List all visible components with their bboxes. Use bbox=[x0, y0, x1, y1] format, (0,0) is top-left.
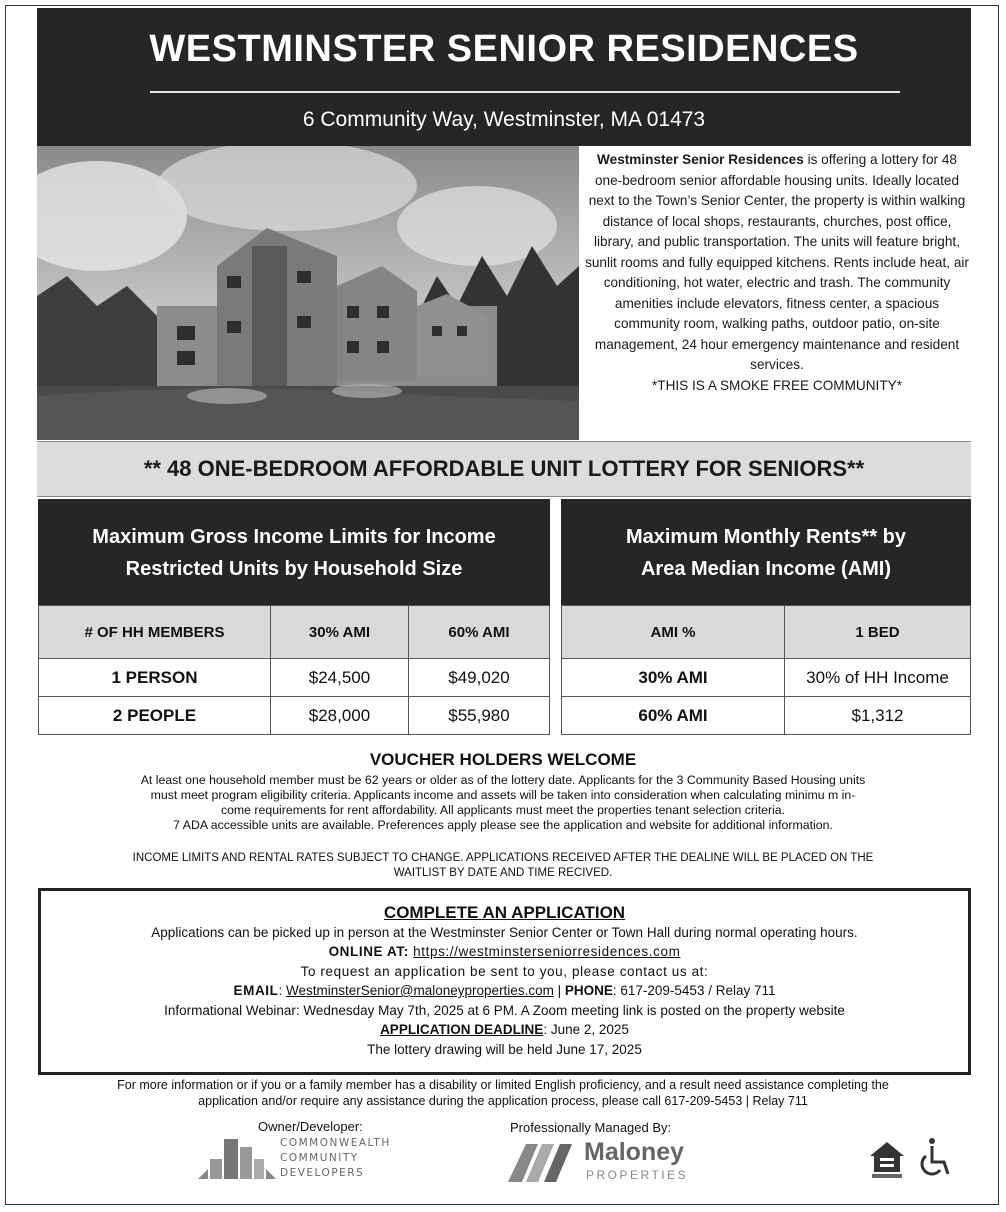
rent-title-line1: Maximum Monthly Rents** by bbox=[625, 526, 907, 548]
table-header-row bbox=[39, 606, 550, 659]
table-cell: 30% AMI bbox=[562, 659, 785, 697]
income-title-line2: Restricted Units by Household Size bbox=[125, 558, 463, 580]
email-label: EMAIL bbox=[233, 983, 279, 998]
phone-number: 617-209-5453 / Relay 711 bbox=[620, 983, 776, 998]
monthly-rents-table bbox=[561, 605, 971, 735]
commonwealth-community-developers-logo bbox=[196, 1135, 396, 1185]
table-cell: $24,500 bbox=[271, 659, 409, 697]
description-lead: Westminster Senior Residences bbox=[597, 152, 804, 167]
income-table-title bbox=[38, 499, 550, 605]
table-header-cell: 1 BED bbox=[785, 606, 971, 659]
description-body: is offering a lottery for 48 one-bedroom senior affordable housing units. Ideally located next to the Town’s Senior Center, the property is within walking distance of local shops, restaurants, churches, post office, library, and public transportation. The units will feature bright, sunlit rooms and fully equipped kitchens. Rents include heat, air conditioning, hot water, electric and trash. The community amenities include elevators, fitness center, a spacious community room, walking paths, outdoor patio, on-site management, 24 hour emergency maintenance and resident services. bbox=[585, 152, 969, 372]
smoke-free-note: *THIS IS A SMOKE FREE COMMUNITY* bbox=[651, 377, 902, 393]
rent-table-title bbox=[561, 499, 971, 605]
maloney-properties-logo bbox=[508, 1138, 718, 1186]
eligibility-line: At least one household member must be 62 years or older as of the lottery date. Applicants for the 3 Community Based Housing units bbox=[140, 773, 866, 787]
online-label: ONLINE AT: bbox=[328, 944, 409, 959]
equal-housing-icon bbox=[870, 1142, 904, 1178]
pickup-text: Applications can be picked up in person at the Westminster Senior Center or Town Hall during normal operating hours. bbox=[151, 924, 858, 940]
header-banner bbox=[37, 8, 971, 146]
income-limits-table bbox=[38, 605, 550, 735]
notice-line: INCOME LIMITS AND RENTAL RATES SUBJECT TO CHANGE. APPLICATIONS RECEIVED AFTER THE DEALINE WILL BE PLACED ON THE bbox=[132, 852, 874, 864]
owner-name-line: DEVELOPERS bbox=[280, 1167, 365, 1179]
more-info-line: application and/or require any assistance during the application process, please call 617-209-5453 | Relay 711 bbox=[198, 1093, 808, 1108]
accessibility-logos bbox=[868, 1136, 958, 1182]
owner-label: Owner/Developer: bbox=[258, 1119, 363, 1134]
eligibility-line: come requirements for rent affordability. All applicants must meet the properties tenant selection criteria. bbox=[220, 803, 786, 817]
table-row bbox=[562, 659, 971, 697]
deadline-label: APPLICATION DEADLINE bbox=[380, 1022, 544, 1037]
property-address: 6 Community Way, Westminster, MA 01473 bbox=[302, 108, 706, 131]
table-cell: $55,980 bbox=[409, 697, 550, 735]
table-cell: 60% AMI bbox=[562, 697, 785, 735]
wheelchair-icon bbox=[922, 1138, 948, 1174]
lottery-banner: ** 48 ONE-BEDROOM AFFORDABLE UNIT LOTTERY FOR SENIORS** bbox=[37, 441, 971, 497]
drawing-text: The lottery drawing will be held June 17, 2025 bbox=[367, 1041, 642, 1057]
table-cell: $28,000 bbox=[271, 697, 409, 735]
deadline-line: APPLICATION DEADLINE: June 2, 2025 bbox=[380, 1022, 629, 1037]
rent-title-line2: Area Median Income (AMI) bbox=[640, 558, 892, 580]
phone-label: PHONE bbox=[564, 983, 613, 998]
manager-name: Maloney bbox=[584, 1138, 685, 1166]
more-info-text bbox=[40, 1078, 966, 1109]
table-row bbox=[39, 659, 550, 697]
voucher-heading: VOUCHER HOLDERS WELCOME bbox=[369, 750, 637, 769]
manager-sub: PROPERTIES bbox=[586, 1168, 689, 1182]
website-link[interactable]: https://westminsterseniorresidences.com bbox=[413, 944, 681, 959]
contact-line: EMAIL: WestminsterSenior@maloneyproperties.com | PHONE: 617-209-5453 / Relay 711 bbox=[233, 983, 776, 998]
more-info-line: For more information or if you or a family member has a disability or limited English proficiency, and a result need assistance completing the bbox=[117, 1078, 889, 1092]
table-header-cell: # OF HH MEMBERS bbox=[39, 606, 271, 659]
application-title: COMPLETE AN APPLICATION bbox=[383, 903, 626, 922]
income-title-line1: Maximum Gross Income Limits for Income bbox=[92, 526, 496, 548]
table-header-cell: 60% AMI bbox=[409, 606, 550, 659]
notice-line: WAITLIST BY DATE AND TIME RECIVED. bbox=[393, 867, 613, 879]
deadline-date: June 2, 2025 bbox=[550, 1022, 629, 1037]
table-cell: 2 PEOPLE bbox=[39, 697, 271, 735]
building-photo bbox=[37, 146, 579, 440]
page-title: WESTMINSTER SENIOR RESIDENCES bbox=[149, 28, 859, 70]
eligibility-line: must meet program eligibility criteria. Applicants income and assets will be taken into consideration when calculating minimu m in- bbox=[150, 788, 856, 802]
owner-name-line: COMMONWEALTH bbox=[280, 1137, 391, 1149]
property-description bbox=[583, 150, 971, 396]
table-cell: 1 PERSON bbox=[39, 659, 271, 697]
header-divider bbox=[150, 91, 900, 93]
online-line bbox=[41, 942, 968, 962]
table-row bbox=[39, 697, 550, 735]
email-link[interactable]: WestminsterSenior@maloneyproperties.com bbox=[286, 983, 554, 998]
table-cell: 30% of HH Income bbox=[785, 659, 971, 697]
eligibility-text bbox=[50, 773, 956, 833]
manager-label: Professionally Managed By: bbox=[510, 1120, 672, 1135]
application-box bbox=[38, 888, 971, 1075]
webinar-text: Informational Webinar: Wednesday May 7th, 2025 at 6 PM. A Zoom meeting link is posted on the property website bbox=[164, 1002, 845, 1018]
subject-to-change-notice bbox=[50, 851, 956, 881]
request-text: To request an application be sent to you, please contact us at: bbox=[300, 963, 709, 979]
table-row bbox=[562, 697, 971, 735]
table-header-row bbox=[562, 606, 971, 659]
owner-name-line: COMMUNITY bbox=[280, 1152, 359, 1164]
table-header-cell: AMI % bbox=[562, 606, 785, 659]
eligibility-line: 7 ADA accessible units are available. Preferences apply please see the application and website for additional information. bbox=[173, 818, 833, 832]
table-cell: $1,312 bbox=[785, 697, 971, 735]
table-header-cell: 30% AMI bbox=[271, 606, 409, 659]
table-cell: $49,020 bbox=[409, 659, 550, 697]
